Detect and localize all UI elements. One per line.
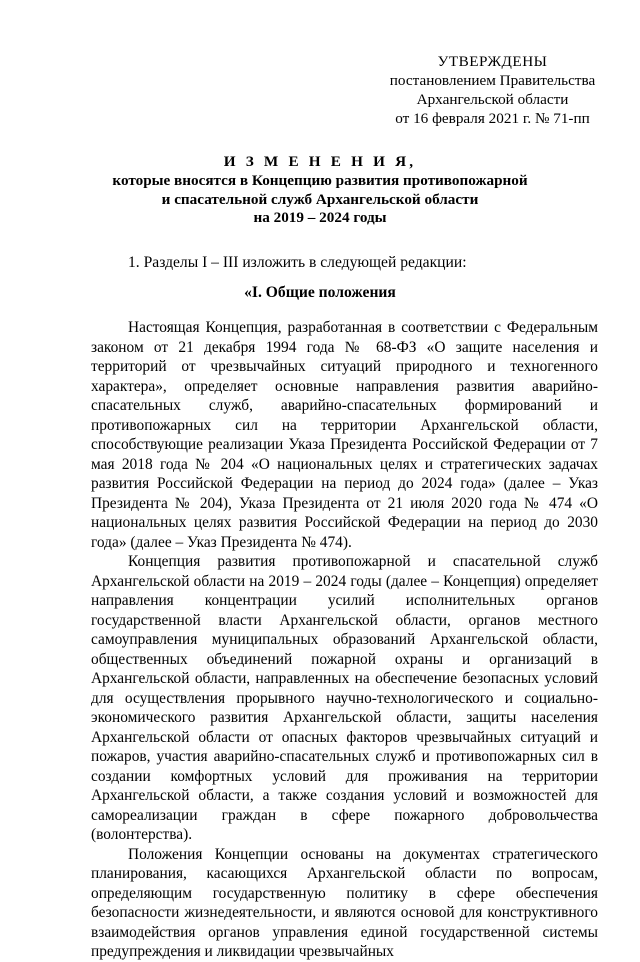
title-line: которые вносятся в Концепцию развития противопожарной xyxy=(112,171,528,189)
title-heading: И З М Е Н Е Н И Я, xyxy=(223,153,417,170)
body-text xyxy=(91,318,598,962)
approval-title: УТВЕРЖДЕНЫ xyxy=(437,53,548,70)
paragraph: Настоящая Концепция, разработанная в соответствии с Федеральным законом от 21 декабря 1994 года № 68-ФЗ «О защите населения и территорий от чрезвычайных ситуаций природного и техногенного характера», определяет основные направления развития аварийно-спасательных служб, аварийно-спасательных формирований и противопожарных сил на территории Архангельской области, способствующие реализации Указа Президента Российской Федерации от 7 мая 2018 года № 204 «О национальных целях и стратегических задачах развития Российской Федерации на период до 2024 года» (далее – Указ Президента № 204), Указа Президента от 21 июля 2020 года № 474 «О национальных целях развития Российской Федерации на период до 2030 года» (далее – Указ Президента № 474). xyxy=(91,319,598,551)
approval-stamp xyxy=(380,52,605,128)
item-1: 1. Разделы I – III изложить в следующей редакции: xyxy=(128,254,467,271)
approval-line: постановлением Правительства xyxy=(389,72,596,89)
approval-date: от 16 февраля 2021 г. № 71-пп xyxy=(395,110,590,127)
paragraph: Положения Концепции основаны на документах стратегического планирования, касающихся Архангельской области по вопросам, определяющим государственную политику в сфере обеспечения безопасности жизнедеятельности, и являются основой для конструктивного взаимодействия органов управления единой государственной системы предупреждения и ликвидации чрезвычайных xyxy=(91,845,598,960)
section-heading: «I. Общие положения xyxy=(244,284,396,301)
title-line: и спасательной служб Архангельской области xyxy=(161,190,479,208)
title-line: на 2019 – 2024 годы xyxy=(253,209,387,227)
approval-line: Архангельской области xyxy=(416,91,569,108)
paragraph: Концепция развития противопожарной и спасательной служб Архангельской области на 2019 – 2024 годы (далее – Концепция) определяет направления концентрации усилий исполнительных органов государственной власти Архангельской области, органов местного самоуправления муниципальных образований Архангельской области, общественных объединений пожарной охраны и организаций в Архангельской области, направленных на обеспечение безопасных условий для осуществления прорывного научно-технологического и социально-экономического развития Архангельской области, защиты населения Архангельской области от опасных факторов чрезвычайных ситуаций и пожаров, участия аварийно-спасательных служб и противопожарных сил в создании комфортных условий для проживания на территории Архангельской области, а также создания условий и возможностей для самореализации граждан в сфере пожарного добровольчества (волонтерства). xyxy=(91,553,598,843)
document-title xyxy=(0,153,640,228)
